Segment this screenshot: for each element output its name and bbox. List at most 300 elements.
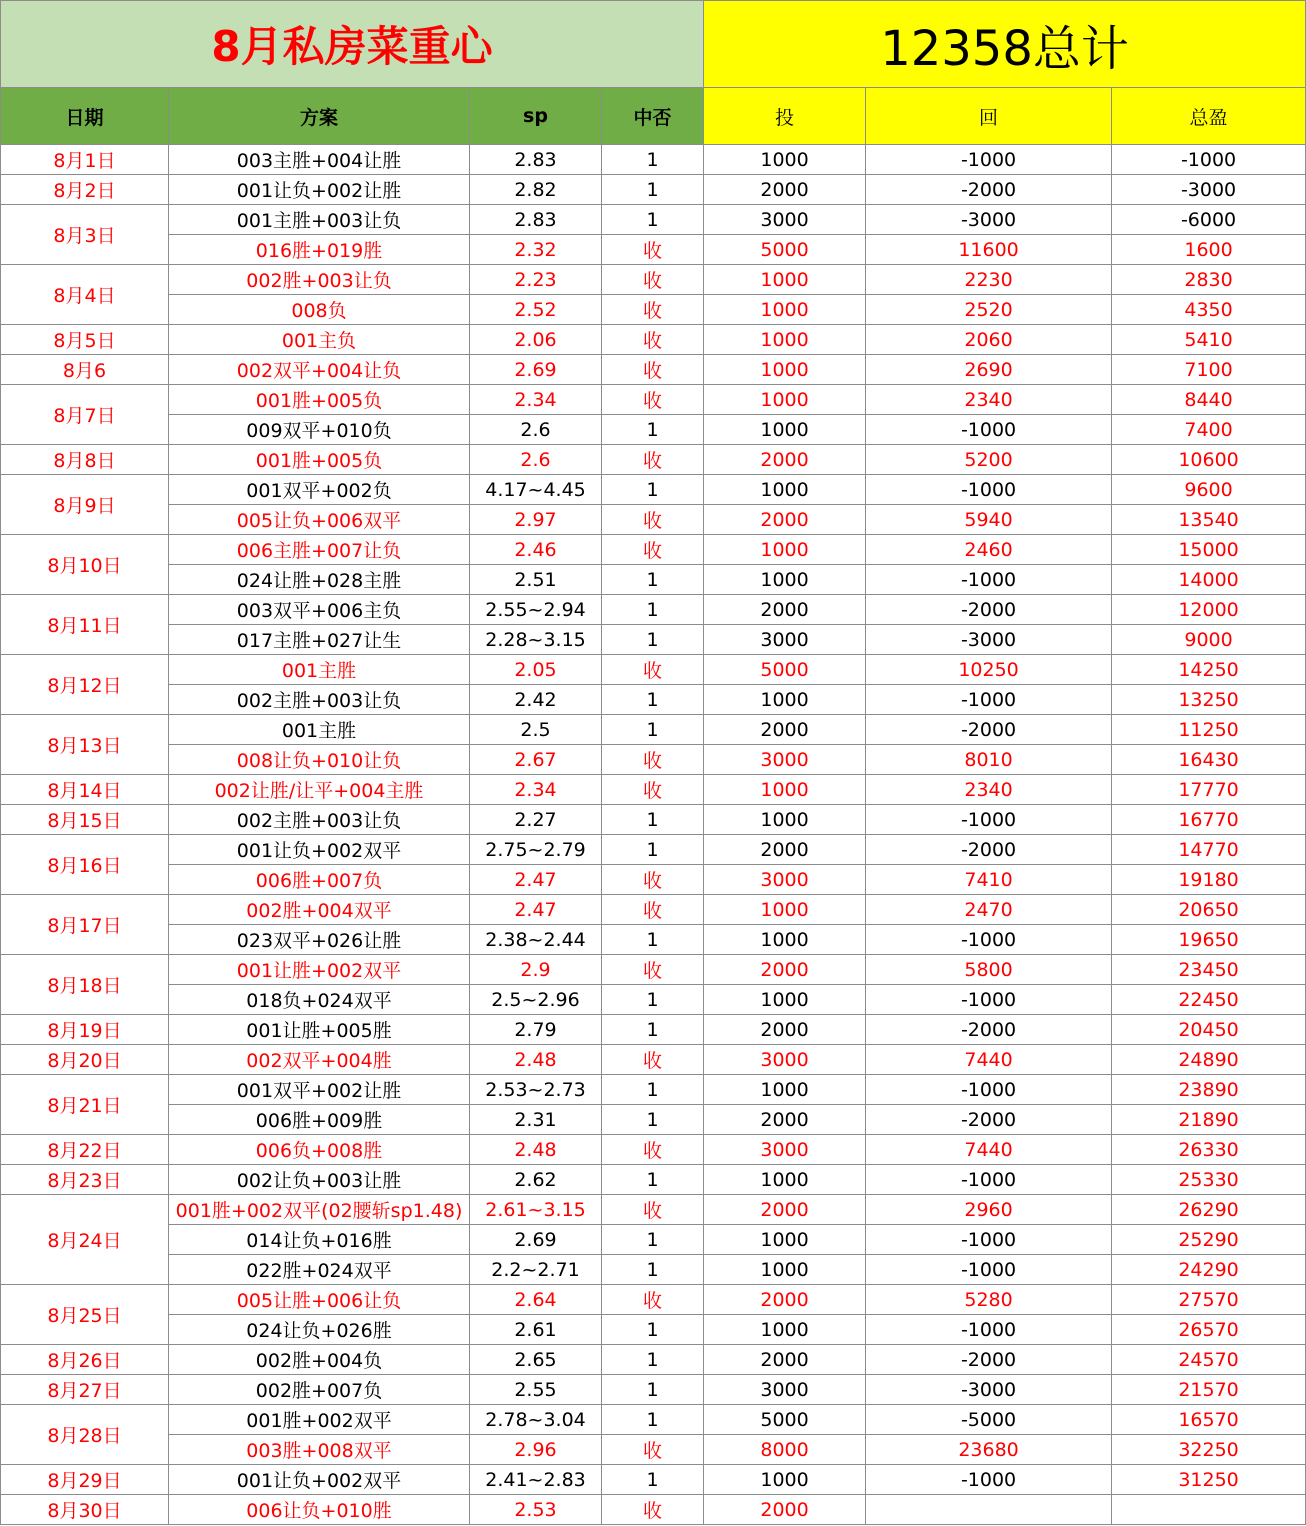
total-cell: 8440 (1112, 385, 1306, 415)
header-total-profit: 总盈 (1112, 88, 1306, 145)
sp-cell: 2.28~3.15 (470, 625, 602, 655)
bet-cell: 2000 (704, 1285, 866, 1315)
table-row (1, 955, 1306, 985)
plan-cell: 003胜+008双平 (169, 1435, 470, 1465)
return-cell: -1000 (866, 415, 1112, 445)
sp-cell: 2.31 (470, 1105, 602, 1135)
return-cell: -1000 (866, 925, 1112, 955)
total-cell: -1000 (1112, 145, 1306, 175)
hit-cell: 收 (602, 775, 704, 805)
bet-cell: 2000 (704, 715, 866, 745)
hit-cell: 收 (602, 655, 704, 685)
sp-cell: 2.42 (470, 685, 602, 715)
return-cell: -2000 (866, 1105, 1112, 1135)
table-row (1, 295, 1306, 325)
return-cell: -1000 (866, 985, 1112, 1015)
plan-cell: 014让负+016胜 (169, 1225, 470, 1255)
bet-cell: 1000 (704, 1315, 866, 1345)
hit-cell: 1 (602, 1345, 704, 1375)
header-date: 日期 (1, 88, 169, 145)
plan-cell: 006主胜+007让负 (169, 535, 470, 565)
total-cell: 26330 (1112, 1135, 1306, 1165)
date-cell: 8月28日 (1, 1405, 169, 1465)
date-cell: 8月29日 (1, 1465, 169, 1495)
sp-cell: 2.97 (470, 505, 602, 535)
bet-cell: 1000 (704, 895, 866, 925)
date-cell: 8月11日 (1, 595, 169, 655)
hit-cell: 收 (602, 325, 704, 355)
bet-cell: 1000 (704, 775, 866, 805)
return-cell: -1000 (866, 1315, 1112, 1345)
plan-cell: 002让胜/让平+004主胜 (169, 775, 470, 805)
date-cell: 8月9日 (1, 475, 169, 535)
table-row (1, 1345, 1306, 1375)
total-cell: 31250 (1112, 1465, 1306, 1495)
sp-cell: 4.17~4.45 (470, 475, 602, 505)
return-cell: -1000 (866, 565, 1112, 595)
table-row (1, 355, 1306, 385)
total-cell: -6000 (1112, 205, 1306, 235)
sp-cell: 2.34 (470, 775, 602, 805)
sp-cell: 2.69 (470, 1225, 602, 1255)
return-cell: -2000 (866, 595, 1112, 625)
plan-cell: 024让胜+028主胜 (169, 565, 470, 595)
hit-cell: 1 (602, 1405, 704, 1435)
return-cell: -1000 (866, 1225, 1112, 1255)
hit-cell: 1 (602, 715, 704, 745)
table-row (1, 505, 1306, 535)
hit-cell: 收 (602, 955, 704, 985)
hit-cell: 收 (602, 235, 704, 265)
return-cell: 7440 (866, 1135, 1112, 1165)
table-row (1, 325, 1306, 355)
date-cell: 8月10日 (1, 535, 169, 595)
date-cell: 8月22日 (1, 1135, 169, 1165)
sp-cell: 2.65 (470, 1345, 602, 1375)
table-row (1, 685, 1306, 715)
return-cell: 7440 (866, 1045, 1112, 1075)
table-row (1, 1195, 1306, 1225)
hit-cell: 收 (602, 385, 704, 415)
return-cell: -5000 (866, 1405, 1112, 1435)
plan-cell: 002主胜+003让负 (169, 805, 470, 835)
plan-cell: 017主胜+027让生 (169, 625, 470, 655)
plan-cell: 001让负+002让胜 (169, 175, 470, 205)
plan-cell: 002双平+004胜 (169, 1045, 470, 1075)
bet-cell: 1000 (704, 925, 866, 955)
header-bet: 投 (704, 88, 866, 145)
bet-cell: 3000 (704, 745, 866, 775)
table-row (1, 1015, 1306, 1045)
plan-cell: 002让负+003让胜 (169, 1165, 470, 1195)
sp-cell: 2.79 (470, 1015, 602, 1045)
bet-cell: 3000 (704, 625, 866, 655)
bet-cell: 1000 (704, 295, 866, 325)
date-cell: 8月19日 (1, 1015, 169, 1045)
return-cell: -2000 (866, 1015, 1112, 1045)
table-row (1, 1405, 1306, 1435)
sp-cell: 2.48 (470, 1135, 602, 1165)
sp-cell: 2.53 (470, 1495, 602, 1525)
bet-cell: 1000 (704, 475, 866, 505)
bet-cell: 2000 (704, 1345, 866, 1375)
sp-cell: 2.2~2.71 (470, 1255, 602, 1285)
total-cell: 19180 (1112, 865, 1306, 895)
bet-cell: 1000 (704, 805, 866, 835)
bet-cell: 2000 (704, 1495, 866, 1525)
total-cell: 23890 (1112, 1075, 1306, 1105)
bet-cell: 1000 (704, 985, 866, 1015)
sp-cell: 2.55~2.94 (470, 595, 602, 625)
bet-cell: 1000 (704, 535, 866, 565)
plan-cell: 006负+008胜 (169, 1135, 470, 1165)
date-cell: 8月8日 (1, 445, 169, 475)
return-cell: -1000 (866, 1075, 1112, 1105)
bet-cell: 1000 (704, 1165, 866, 1195)
hit-cell: 收 (602, 1495, 704, 1525)
plan-cell: 016胜+019胜 (169, 235, 470, 265)
total-cell: 5410 (1112, 325, 1306, 355)
table-row (1, 655, 1306, 685)
return-cell: 2470 (866, 895, 1112, 925)
hit-cell: 1 (602, 1465, 704, 1495)
return-cell: -2000 (866, 175, 1112, 205)
sp-cell: 2.6 (470, 445, 602, 475)
return-cell (866, 1495, 1112, 1525)
sp-cell: 2.51 (470, 565, 602, 595)
sp-cell: 2.38~2.44 (470, 925, 602, 955)
plan-cell: 003主胜+004让胜 (169, 145, 470, 175)
sp-cell: 2.34 (470, 385, 602, 415)
sp-cell: 2.6 (470, 415, 602, 445)
plan-cell: 002双平+004让负 (169, 355, 470, 385)
bet-cell: 8000 (704, 1435, 866, 1465)
total-cell: 24290 (1112, 1255, 1306, 1285)
return-cell: 11600 (866, 235, 1112, 265)
sp-cell: 2.5~2.96 (470, 985, 602, 1015)
bet-cell: 3000 (704, 205, 866, 235)
table-row (1, 715, 1306, 745)
hit-cell: 收 (602, 1045, 704, 1075)
return-cell: 5200 (866, 445, 1112, 475)
total-cell: 21570 (1112, 1375, 1306, 1405)
return-cell: 2520 (866, 295, 1112, 325)
table-row (1, 1135, 1306, 1165)
grand-total: 12358总计 (704, 1, 1306, 88)
bet-cell: 2000 (704, 175, 866, 205)
total-cell: 21890 (1112, 1105, 1306, 1135)
bet-cell: 2000 (704, 1195, 866, 1225)
date-cell: 8月24日 (1, 1195, 169, 1285)
plan-cell: 006让负+010胜 (169, 1495, 470, 1525)
plan-cell: 001让胜+002双平 (169, 955, 470, 985)
hit-cell: 收 (602, 265, 704, 295)
total-cell: 26570 (1112, 1315, 1306, 1345)
return-cell: -1000 (866, 145, 1112, 175)
hit-cell: 1 (602, 625, 704, 655)
sp-cell: 2.78~3.04 (470, 1405, 602, 1435)
bet-cell: 2000 (704, 955, 866, 985)
header-row (1, 88, 1306, 145)
hit-cell: 1 (602, 925, 704, 955)
plan-cell: 005让负+006双平 (169, 505, 470, 535)
table-row (1, 235, 1306, 265)
sp-cell: 2.5 (470, 715, 602, 745)
table-row (1, 1375, 1306, 1405)
plan-cell: 001胜+002双平(02腰斩sp1.48) (169, 1195, 470, 1225)
bet-cell: 1000 (704, 325, 866, 355)
table-row (1, 175, 1306, 205)
table-row (1, 745, 1306, 775)
table-row (1, 805, 1306, 835)
total-cell: 9600 (1112, 475, 1306, 505)
bet-cell: 2000 (704, 1105, 866, 1135)
hit-cell: 1 (602, 1225, 704, 1255)
header-return: 回 (866, 88, 1112, 145)
table-row (1, 985, 1306, 1015)
total-cell: 17770 (1112, 775, 1306, 805)
date-cell: 8月15日 (1, 805, 169, 835)
return-cell: -1000 (866, 1465, 1112, 1495)
hit-cell: 1 (602, 565, 704, 595)
return-cell: -1000 (866, 1255, 1112, 1285)
bet-cell: 3000 (704, 1375, 866, 1405)
date-cell: 8月21日 (1, 1075, 169, 1135)
plan-cell: 008让负+010让负 (169, 745, 470, 775)
date-cell: 8月2日 (1, 175, 169, 205)
date-cell: 8月18日 (1, 955, 169, 1015)
return-cell: 2690 (866, 355, 1112, 385)
sp-cell: 2.83 (470, 145, 602, 175)
hit-cell: 1 (602, 985, 704, 1015)
return-cell: -1000 (866, 685, 1112, 715)
total-cell: 22450 (1112, 985, 1306, 1015)
sp-cell: 2.32 (470, 235, 602, 265)
date-cell: 8月30日 (1, 1495, 169, 1525)
plan-cell: 006胜+009胜 (169, 1105, 470, 1135)
table-row (1, 1075, 1306, 1105)
bet-cell: 2000 (704, 1015, 866, 1045)
hit-cell: 1 (602, 1255, 704, 1285)
bet-cell: 2000 (704, 835, 866, 865)
bet-cell: 1000 (704, 565, 866, 595)
table-row (1, 1165, 1306, 1195)
sp-cell: 2.83 (470, 205, 602, 235)
total-cell: 14000 (1112, 565, 1306, 595)
return-cell: 10250 (866, 655, 1112, 685)
sheet-title: 8月私房菜重心 (1, 1, 704, 88)
plan-cell: 001双平+002负 (169, 475, 470, 505)
hit-cell: 收 (602, 505, 704, 535)
date-cell: 8月16日 (1, 835, 169, 895)
plan-cell: 001胜+005负 (169, 385, 470, 415)
bet-cell: 5000 (704, 1405, 866, 1435)
sp-cell: 2.64 (470, 1285, 602, 1315)
bet-cell: 1000 (704, 265, 866, 295)
sp-cell: 2.61 (470, 1315, 602, 1345)
sp-cell: 2.27 (470, 805, 602, 835)
return-cell: 8010 (866, 745, 1112, 775)
date-cell: 8月6 (1, 355, 169, 385)
bet-cell: 1000 (704, 1255, 866, 1285)
table-row (1, 1465, 1306, 1495)
bet-cell: 1000 (704, 1225, 866, 1255)
plan-cell: 005让胜+006让负 (169, 1285, 470, 1315)
plan-cell: 001主胜 (169, 655, 470, 685)
plan-cell: 001双平+002让胜 (169, 1075, 470, 1105)
sp-cell: 2.41~2.83 (470, 1465, 602, 1495)
total-cell: 16770 (1112, 805, 1306, 835)
return-cell: 2960 (866, 1195, 1112, 1225)
sp-cell: 2.46 (470, 535, 602, 565)
date-cell: 8月1日 (1, 145, 169, 175)
total-cell: 25330 (1112, 1165, 1306, 1195)
sp-cell: 2.67 (470, 745, 602, 775)
total-cell: 7400 (1112, 415, 1306, 445)
total-cell: 23450 (1112, 955, 1306, 985)
plan-cell: 001主胜+003让负 (169, 205, 470, 235)
return-cell: 7410 (866, 865, 1112, 895)
plan-cell: 002胜+007负 (169, 1375, 470, 1405)
return-cell: -2000 (866, 1345, 1112, 1375)
hit-cell: 收 (602, 1285, 704, 1315)
total-cell: 25290 (1112, 1225, 1306, 1255)
total-cell: 13250 (1112, 685, 1306, 715)
hit-cell: 收 (602, 1135, 704, 1165)
bet-cell: 3000 (704, 1135, 866, 1165)
sp-cell: 2.62 (470, 1165, 602, 1195)
plan-cell: 001胜+005负 (169, 445, 470, 475)
plan-cell: 001胜+002双平 (169, 1405, 470, 1435)
return-cell: 23680 (866, 1435, 1112, 1465)
bet-cell: 3000 (704, 865, 866, 895)
bet-cell: 1000 (704, 145, 866, 175)
plan-cell: 001主负 (169, 325, 470, 355)
hit-cell: 收 (602, 865, 704, 895)
bet-cell: 1000 (704, 385, 866, 415)
sp-cell: 2.23 (470, 265, 602, 295)
hit-cell: 1 (602, 205, 704, 235)
table-row (1, 595, 1306, 625)
plan-cell: 001让负+002双平 (169, 1465, 470, 1495)
hit-cell: 1 (602, 1015, 704, 1045)
sp-cell: 2.69 (470, 355, 602, 385)
table-row (1, 265, 1306, 295)
return-cell: 2230 (866, 265, 1112, 295)
plan-cell: 001让胜+005胜 (169, 1015, 470, 1045)
hit-cell: 收 (602, 535, 704, 565)
plan-cell: 006胜+007负 (169, 865, 470, 895)
date-cell: 8月5日 (1, 325, 169, 355)
bet-cell: 2000 (704, 595, 866, 625)
plan-cell: 022胜+024双平 (169, 1255, 470, 1285)
return-cell: 5800 (866, 955, 1112, 985)
total-cell: 26290 (1112, 1195, 1306, 1225)
date-cell: 8月25日 (1, 1285, 169, 1345)
title-row (1, 1, 1306, 88)
total-cell: 20650 (1112, 895, 1306, 925)
table-row (1, 1315, 1306, 1345)
plan-cell: 018负+024双平 (169, 985, 470, 1015)
bet-cell: 1000 (704, 1465, 866, 1495)
date-cell: 8月23日 (1, 1165, 169, 1195)
total-cell: 16430 (1112, 745, 1306, 775)
hit-cell: 1 (602, 475, 704, 505)
date-cell: 8月27日 (1, 1375, 169, 1405)
table-row (1, 475, 1306, 505)
total-cell: 15000 (1112, 535, 1306, 565)
hit-cell: 1 (602, 1315, 704, 1345)
hit-cell: 1 (602, 1075, 704, 1105)
return-cell: 2340 (866, 385, 1112, 415)
return-cell: -3000 (866, 205, 1112, 235)
hit-cell: 收 (602, 895, 704, 925)
total-cell: 10600 (1112, 445, 1306, 475)
date-cell: 8月3日 (1, 205, 169, 265)
return-cell: -1000 (866, 1165, 1112, 1195)
total-cell: 14250 (1112, 655, 1306, 685)
date-cell: 8月4日 (1, 265, 169, 325)
sp-cell: 2.47 (470, 865, 602, 895)
sp-cell: 2.61~3.15 (470, 1195, 602, 1225)
sp-cell: 2.9 (470, 955, 602, 985)
table-row (1, 625, 1306, 655)
total-cell: 4350 (1112, 295, 1306, 325)
sp-cell: 2.05 (470, 655, 602, 685)
table-row (1, 1225, 1306, 1255)
sp-cell: 2.75~2.79 (470, 835, 602, 865)
bet-cell: 3000 (704, 1045, 866, 1075)
total-cell: 11250 (1112, 715, 1306, 745)
hit-cell: 1 (602, 1375, 704, 1405)
table-row (1, 565, 1306, 595)
date-cell: 8月12日 (1, 655, 169, 715)
hit-cell: 1 (602, 835, 704, 865)
plan-cell: 009双平+010负 (169, 415, 470, 445)
sp-cell: 2.52 (470, 295, 602, 325)
sp-cell: 2.96 (470, 1435, 602, 1465)
plan-cell: 002主胜+003让负 (169, 685, 470, 715)
hit-cell: 1 (602, 415, 704, 445)
hit-cell: 收 (602, 355, 704, 385)
table-row (1, 1495, 1306, 1525)
hit-cell: 收 (602, 1195, 704, 1225)
plan-cell: 001主胜 (169, 715, 470, 745)
table-row (1, 1105, 1306, 1135)
table-row (1, 865, 1306, 895)
hit-cell: 1 (602, 805, 704, 835)
total-cell: 9000 (1112, 625, 1306, 655)
hit-cell: 收 (602, 1435, 704, 1465)
header-sp: sp (470, 88, 602, 145)
total-cell: 24570 (1112, 1345, 1306, 1375)
plan-cell: 024让负+026胜 (169, 1315, 470, 1345)
total-cell: 13540 (1112, 505, 1306, 535)
return-cell: 5940 (866, 505, 1112, 535)
return-cell: 2340 (866, 775, 1112, 805)
bet-cell: 2000 (704, 505, 866, 535)
bet-cell: 5000 (704, 235, 866, 265)
total-cell: 2830 (1112, 265, 1306, 295)
return-cell: -2000 (866, 835, 1112, 865)
total-cell: 7100 (1112, 355, 1306, 385)
table-row (1, 775, 1306, 805)
total-cell: 24890 (1112, 1045, 1306, 1075)
return-cell: -1000 (866, 805, 1112, 835)
sp-cell: 2.47 (470, 895, 602, 925)
return-cell: -3000 (866, 625, 1112, 655)
sp-cell: 2.55 (470, 1375, 602, 1405)
